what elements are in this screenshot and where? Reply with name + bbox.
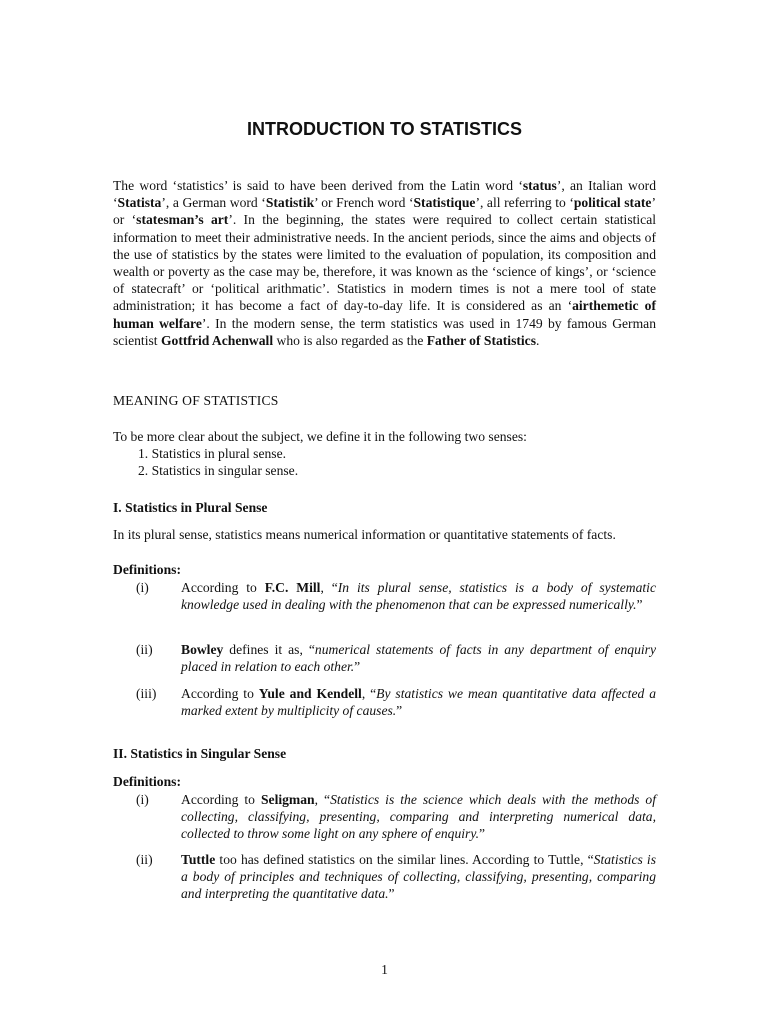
intro-paragraph: [113, 177, 656, 349]
definition-number: (ii): [136, 642, 153, 657]
definition-mid: , “: [320, 580, 338, 595]
author-name: Yule and Kendell: [258, 686, 362, 701]
intro-text: ’. In the modern sense, the term statistics was used in 1749 by famous German scientist: [113, 315, 656, 348]
term-statistique: Statistique: [413, 195, 476, 211]
list-item: 2. Statistics in singular sense.: [138, 463, 299, 479]
definition-end: ”: [396, 703, 403, 719]
definition-pre: According to: [181, 792, 261, 807]
term-statesmans-art: statesman’s art: [136, 212, 229, 228]
definition-pre: According to: [181, 580, 265, 595]
definition-quote: numerical statements of facts in any department of enquiry placed in relation to each other.: [181, 642, 656, 675]
intro-text: The word ‘statistics’ is said to have been derived from the Latin word ‘: [113, 178, 523, 193]
definition-text: [181, 579, 656, 613]
definition-text: [181, 641, 656, 675]
intro-text: ’, a German word ‘: [161, 195, 266, 211]
term-status: status: [522, 178, 557, 193]
term-statista: Statista: [117, 195, 162, 211]
term-achenwall: Gottfrid Achenwall: [160, 332, 274, 348]
definition-pre: According to: [181, 686, 259, 701]
singular-definitions-label: Definitions:: [113, 774, 181, 789]
author-name: Bowley: [181, 642, 224, 657]
intro-text: ’ or ‘: [113, 195, 656, 228]
definition-mid: , “: [361, 686, 377, 701]
term-political-state: political state: [573, 195, 652, 211]
definition-number: (i): [136, 580, 149, 595]
author-name: Seligman: [260, 792, 315, 807]
definition-text: [181, 685, 656, 719]
intro-text: ’. In the beginning, the states were required to collect certain statistical information to meet their administrative needs. In the ancient periods, since the aims and objects of the use of statistics by the states were limited to the evaluation of population, its composition and wealth or poverty as the case may be, therefore, it was known as the ‘science of kings’, or ‘science of statecraft’ or ‘political arithmatic’. Statistics in modern times is not a mere tool of state administration; it has become a fact of day-to-day life. It is considered as an ‘: [113, 212, 657, 314]
definition-end: ”: [388, 886, 395, 902]
intro-text: .: [536, 332, 540, 348]
plural-definitions-label: Definitions:: [113, 562, 181, 577]
term-human-welfare: airthemetic of human welfare: [113, 298, 656, 331]
term-statistik: Statistik: [265, 195, 315, 211]
definition-end: ”: [354, 659, 361, 675]
intro-text: who is also regarded as the: [273, 332, 427, 348]
plural-heading: I. Statistics in Plural Sense: [113, 500, 268, 515]
definition-mid: , “: [314, 792, 331, 807]
definition-quote: Statistics is a body of principles and techniques of collecting, classifying, presenting, comparing and interpreting the quantitative data.: [181, 852, 656, 902]
term-father-of-statistics: Father of Statistics: [426, 332, 536, 348]
definition-text: [181, 791, 656, 843]
author-name: Tuttle: [181, 852, 216, 867]
author-name: F.C. Mill: [264, 580, 321, 595]
meaning-heading: MEANING OF STATISTICS: [113, 393, 279, 408]
singular-heading: II. Statistics in Singular Sense: [113, 746, 287, 761]
definition-quote: In its plural sense, statistics is a body of systematic knowledge used in dealing with the phenomenon that can be expressed numerically.: [181, 580, 656, 613]
definition-end: ”: [479, 826, 486, 842]
definition-text: [181, 851, 656, 903]
definition-number: (i): [136, 792, 149, 807]
meaning-lead: To be more clear about the subject, we define it in the following two senses:: [113, 429, 527, 444]
document-title: INTRODUCTION TO STATISTICS: [247, 119, 522, 139]
plural-paragraph: In its plural sense, statistics means numerical information or quantitative statements of facts.: [113, 527, 616, 542]
intro-text: ’, all referring to ‘: [475, 195, 574, 211]
intro-text: ’ or French word ‘: [314, 195, 414, 211]
definition-number: (iii): [136, 686, 157, 701]
definition-number: (ii): [136, 852, 153, 867]
intro-text: ’, an Italian word ‘: [113, 178, 656, 211]
definition-end: ”: [636, 597, 643, 613]
page-number: 1: [381, 962, 388, 977]
senses-list: [138, 445, 298, 479]
definition-mid: defines it as, “: [223, 642, 315, 657]
list-item: 1. Statistics in plural sense.: [138, 446, 287, 461]
definition-mid: too has defined statistics on the similar lines. According to Tuttle, “: [215, 852, 594, 867]
definition-quote: Statistics is the science which deals with the methods of collecting, classifying, presenting, comparing and interpreting numerical data, collected to throw some light on any sphere of enquiry.: [181, 792, 657, 842]
definition-quote: By statistics we mean quantitative data affected a marked extent by multiplicity of causes.: [181, 686, 656, 719]
